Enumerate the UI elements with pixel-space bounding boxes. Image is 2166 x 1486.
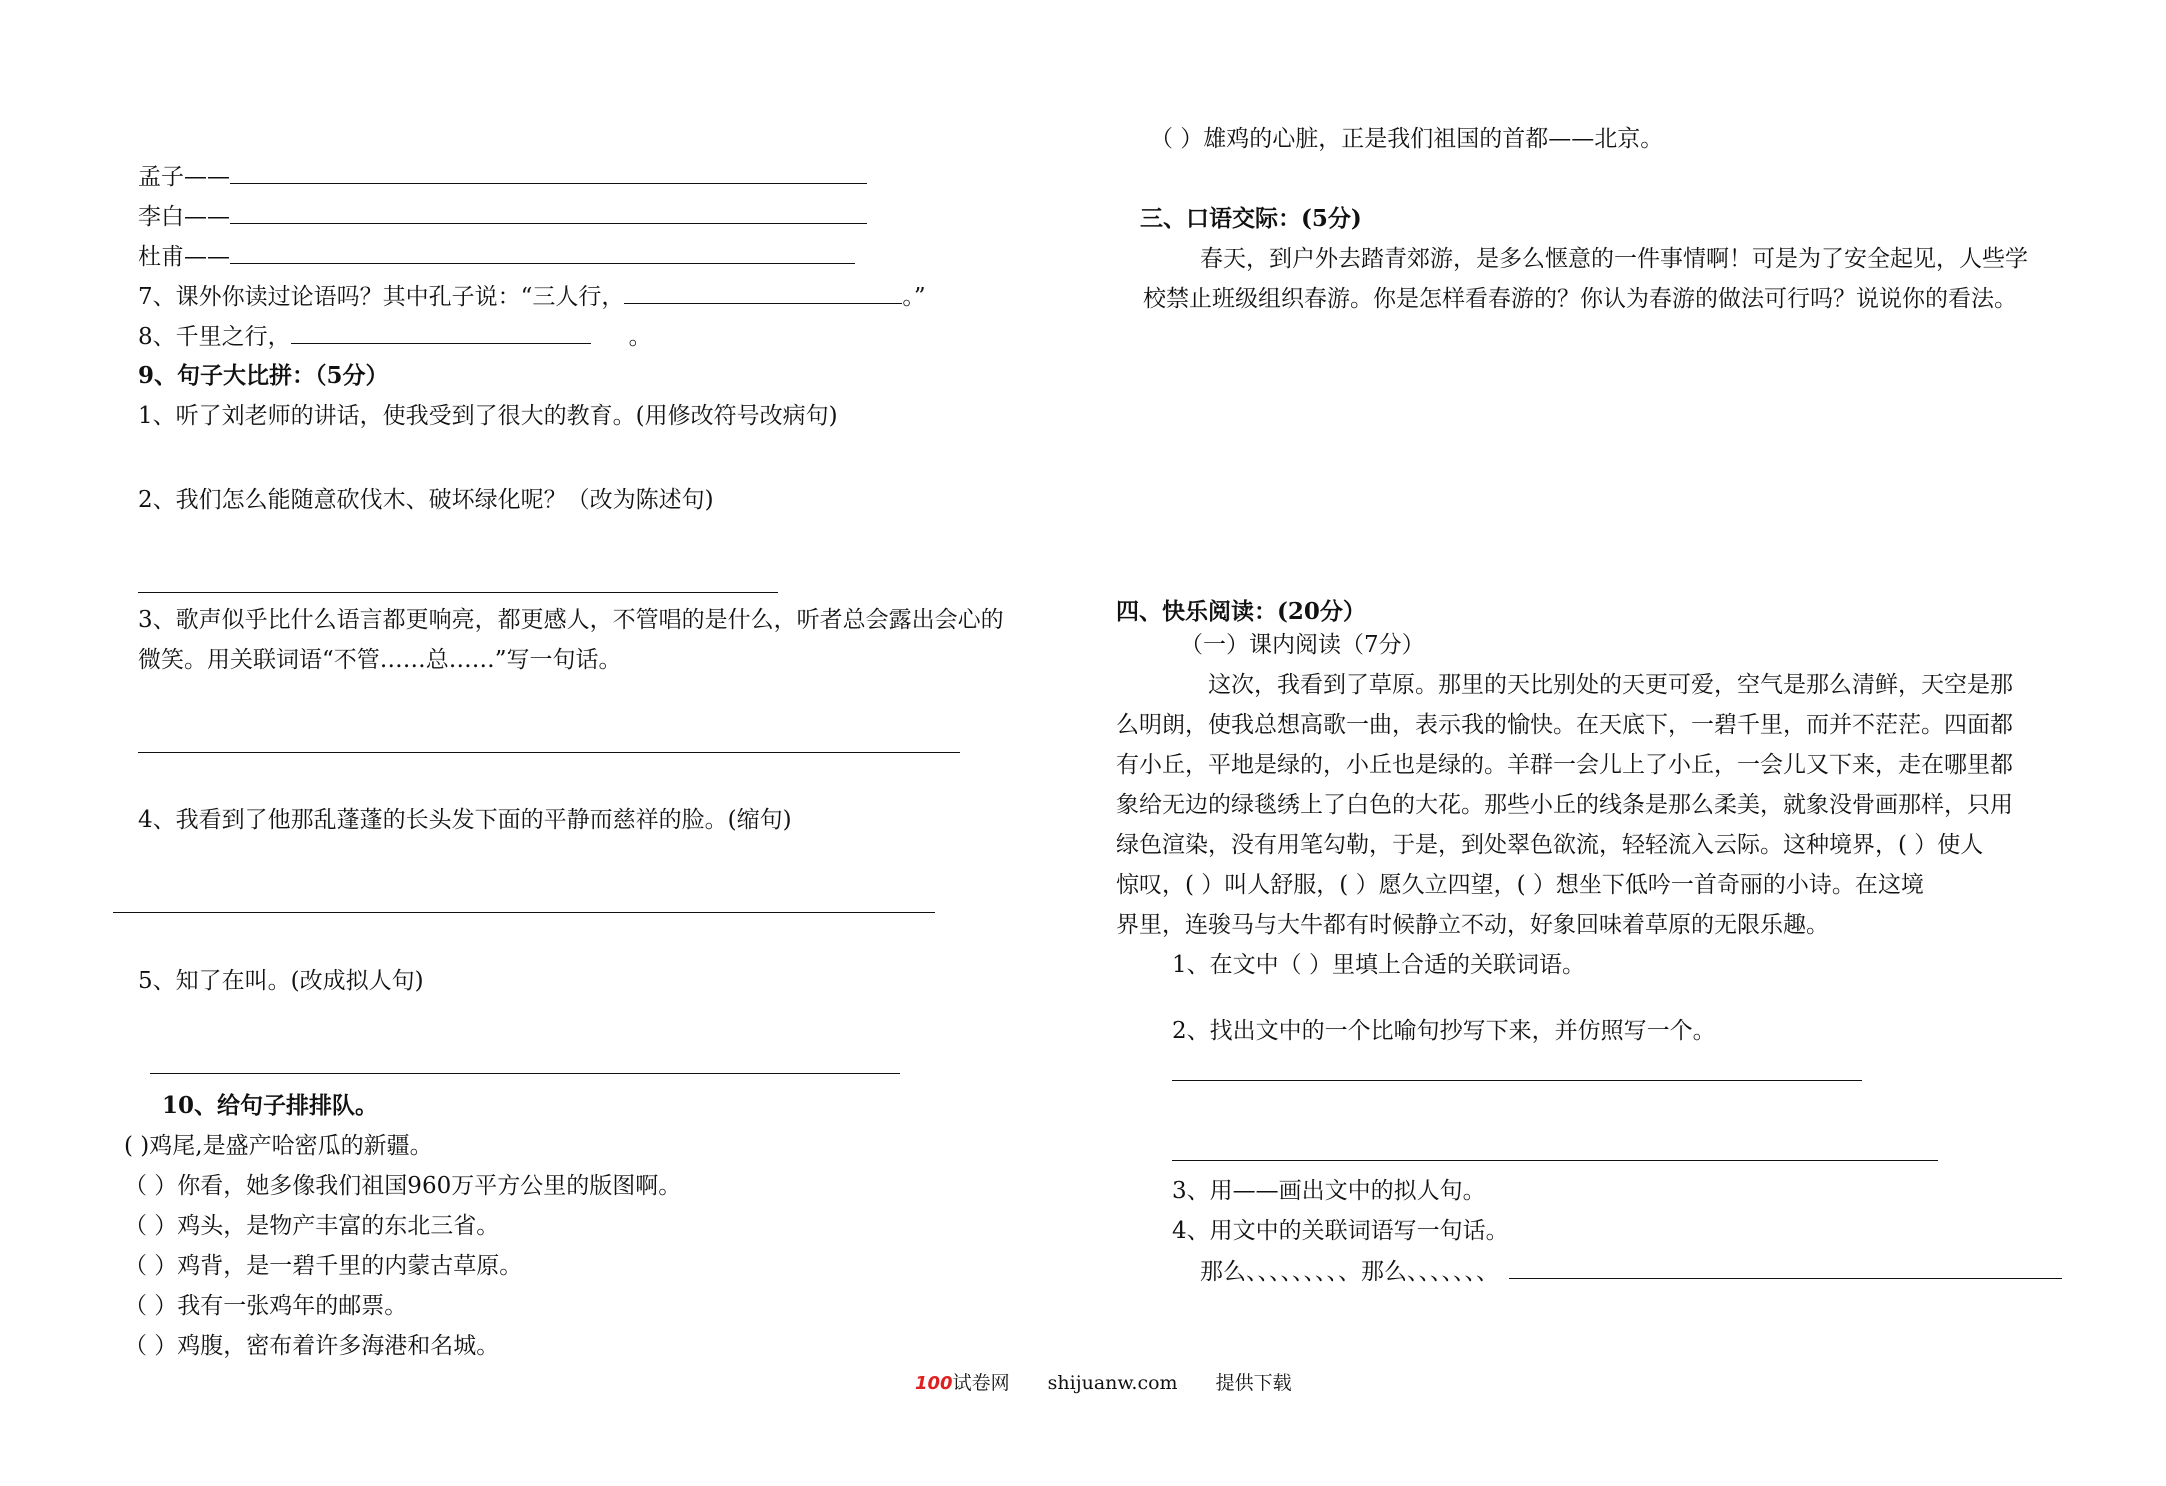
question-8: 8、千里之行， 。 bbox=[138, 321, 652, 352]
question-9-5: 5、知了在叫。(改成拟人句) bbox=[138, 968, 424, 994]
passage-line-4: 象给无边的绿毯绣上了白色的大花。那些小丘的线条是那么柔美，就象没骨画那样，只用 bbox=[1116, 792, 2013, 818]
question-9-1: 1、听了刘老师的讲话，使我受到了很大的教育。(用修改符号改病句) bbox=[138, 403, 838, 429]
reading-question-3: 3、用——画出文中的拟人句。 bbox=[1172, 1178, 1486, 1204]
answer-blank[interactable] bbox=[230, 241, 855, 264]
order-item-3: （ ）鸡头，是物产丰富的东北三省。 bbox=[124, 1213, 500, 1239]
poet-line-dufu: 杜甫—— bbox=[138, 241, 855, 272]
question-9-4: 4、我看到了他那乱蓬蓬的长头发下面的平静而慈祥的脸。(缩句) bbox=[138, 807, 792, 833]
poet-line-mengzi: 孟子—— bbox=[138, 161, 867, 192]
poet-line-libai: 李白—— bbox=[138, 201, 867, 232]
answer-blank[interactable] bbox=[291, 321, 591, 344]
section-3-para-line1: 春天，到户外去踏青郊游，是多么惬意的一件事情啊！可是为了安全起见，人些学 bbox=[1200, 246, 2028, 272]
question-9-3-line2: 微笑。用关联词语“不管……总……”写一句话。 bbox=[138, 647, 622, 673]
answer-line[interactable] bbox=[138, 592, 778, 593]
site-logo: 100 bbox=[915, 1373, 953, 1394]
answer-line[interactable] bbox=[1172, 1080, 1862, 1081]
question-10-title: 10、给句子排排队。 bbox=[162, 1092, 379, 1119]
reading-question-1: 1、在文中（ ）里填上合适的关联词语。 bbox=[1172, 952, 1585, 978]
question-7: 7、课外你读过论语吗？其中孔子说：“三人行， 。” bbox=[138, 281, 926, 312]
section-3-para-line2: 校禁止班级组织春游。你是怎样看春游的？你认为春游的做法可行吗？说说你的看法。 bbox=[1143, 286, 2017, 312]
passage-line-1: 这次，我看到了草原。那里的天比别处的天更可爱，空气是那么清鲜，天空是那 bbox=[1208, 672, 2013, 698]
reading-question-4: 4、用文中的关联词语写一句话。 bbox=[1172, 1218, 1509, 1244]
section-3-title: 三、口语交际：(5分) bbox=[1140, 205, 1362, 232]
site-name: 试卷网 bbox=[952, 1372, 1010, 1394]
passage-line-2: 么明朗，使我总想高歌一曲，表示我的愉快。在天底下，一碧千里，而并不茫茫。四面都 bbox=[1116, 712, 2013, 738]
section-4-title: 四、快乐阅读：(20分） bbox=[1116, 598, 1366, 625]
download-note: 提供下载 bbox=[1215, 1372, 1292, 1394]
site-domain: shijuanw.com bbox=[1047, 1372, 1178, 1394]
passage-line-3: 有小丘，平地是绿的，小丘也是绿的。羊群一会儿上了小丘，一会儿又下来，走在哪里都 bbox=[1116, 752, 2013, 778]
question-9-2: 2、我们怎么能随意砍伐木、破坏绿化呢？（改为陈述句) bbox=[138, 487, 714, 513]
order-item-7: （ ）雄鸡的心脏，正是我们祖国的首都——北京。 bbox=[1150, 126, 1664, 152]
order-item-2: （ ）你看，她多像我们祖国960万平方公里的版图啊。 bbox=[124, 1173, 682, 1199]
answer-line[interactable] bbox=[1172, 1160, 1938, 1161]
page-footer bbox=[915, 1368, 1292, 1395]
passage-line-5: 绿色渲染，没有用笔勾勒，于是，到处翠色欲流，轻轻流入云际。这种境界，( ）使人 bbox=[1116, 832, 1984, 858]
answer-blank[interactable] bbox=[624, 281, 902, 304]
order-item-6: （ ）鸡腹，密布着许多海港和名城。 bbox=[124, 1333, 500, 1359]
reading-question-4-fill: 那么、、、、、、、、、那么、、、、、、、 bbox=[1200, 1256, 2062, 1287]
answer-line[interactable] bbox=[138, 752, 960, 753]
answer-blank[interactable] bbox=[230, 161, 867, 184]
order-item-5: （ ）我有一张鸡年的邮票。 bbox=[124, 1293, 408, 1319]
passage-line-6: 惊叹，( ）叫人舒服，( ）愿久立四望，( ）想坐下低吟一首奇丽的小诗。在这境 bbox=[1116, 872, 1924, 898]
order-item-4: （ ）鸡背，是一碧千里的内蒙古草原。 bbox=[124, 1253, 523, 1279]
answer-blank[interactable] bbox=[230, 201, 867, 224]
reading-question-2: 2、找出文中的一个比喻句抄写下来，并仿照写一个。 bbox=[1172, 1018, 1716, 1044]
answer-line[interactable] bbox=[150, 1073, 900, 1074]
answer-line[interactable] bbox=[113, 912, 935, 913]
question-9-title: 9、句子大比拼：（5分） bbox=[138, 362, 389, 389]
order-item-1: ( )鸡尾,是盛产哈密瓜的新疆。 bbox=[124, 1133, 433, 1159]
answer-blank[interactable] bbox=[1509, 1256, 2062, 1279]
question-9-3-line1: 3、歌声似乎比什么语言都更响亮，都更感人，不管唱的是什么，听者总会露出会心的 bbox=[138, 607, 1004, 633]
passage-line-7: 界里，连骏马与大牛都有时候静立不动，好象回味着草原的无限乐趣。 bbox=[1116, 912, 1829, 938]
section-4-subtitle: （一）课内阅读（7分） bbox=[1180, 632, 1425, 658]
